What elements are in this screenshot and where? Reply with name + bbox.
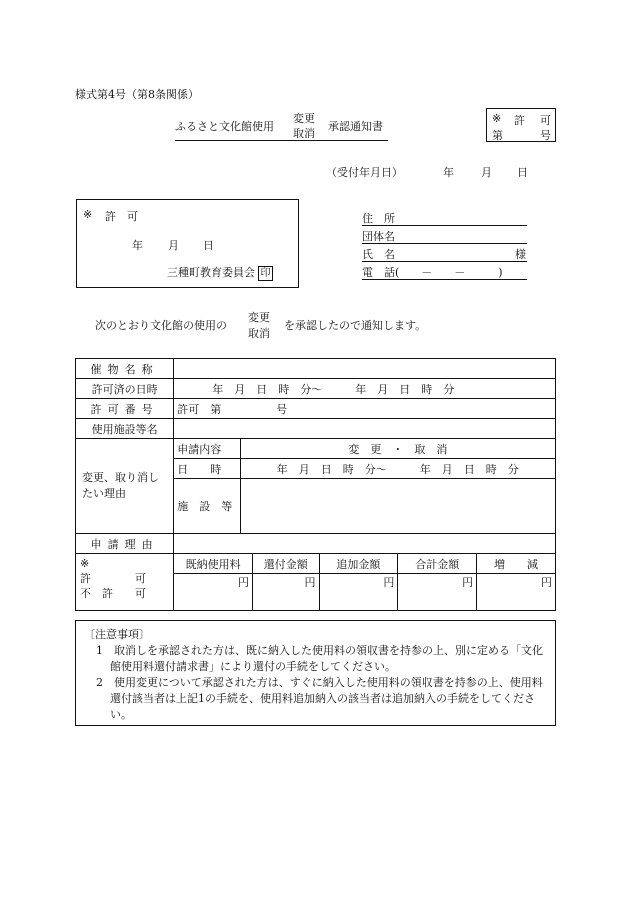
permit-box-year: 年 bbox=[132, 239, 143, 252]
fee-refund-yen: 円 bbox=[253, 574, 320, 611]
applicant-group-label: 団体名 bbox=[362, 230, 395, 243]
application-value: 変 更 ・ 取 消 bbox=[240, 439, 555, 459]
number-label-a: 第 bbox=[492, 129, 503, 142]
received-year: 年 bbox=[443, 166, 454, 179]
permit-box-issuer bbox=[167, 264, 273, 281]
applicant-honorific: 様 bbox=[515, 248, 526, 261]
application-table bbox=[75, 358, 556, 611]
seal-mark: 印 bbox=[258, 266, 273, 281]
permit-box-month: 月 bbox=[168, 239, 179, 252]
permit-number-box bbox=[486, 108, 556, 142]
permitted-datetime-value: 年 月 日 時 分～ 年 月 日 時 分 bbox=[174, 379, 556, 399]
notice-cancel: 取消 bbox=[248, 327, 270, 340]
name-line bbox=[362, 261, 527, 262]
notice-change: 変更 bbox=[248, 311, 270, 324]
fee-header-additional: 追加金額 bbox=[319, 554, 398, 574]
application-reason-label: 申請理由 bbox=[76, 534, 174, 554]
form-label: 様式第4号（第8条関係） bbox=[75, 88, 199, 101]
permit-number-label: 許可番号 bbox=[76, 399, 174, 419]
fee-header-diff: 増 減 bbox=[477, 554, 556, 574]
applicant-name-label: 氏 名 bbox=[362, 248, 395, 261]
note-item-2: 2 使用変更について承認された方は、すぐに納入した使用料の領収書を持参の上、使用料還付該当者は上記1の手続を、使用料追加納入の該当者は追加納入の手続をしてください。 bbox=[96, 676, 543, 721]
decision-cell bbox=[76, 554, 174, 611]
row-permitted-datetime bbox=[76, 379, 556, 399]
notes-heading: 〔注意事項〕 bbox=[84, 628, 150, 641]
event-name-value bbox=[174, 359, 556, 379]
application-reason-value bbox=[174, 534, 556, 554]
notice-after: を承認したので通知します。 bbox=[284, 319, 427, 332]
permit-box bbox=[76, 199, 299, 288]
facilities-value bbox=[240, 479, 555, 534]
notes-box bbox=[75, 620, 556, 726]
fee-diff-yen: 円 bbox=[477, 574, 556, 611]
fee-header-refund: 還付金額 bbox=[253, 554, 320, 574]
decision-not-permit: 不 許 可 bbox=[80, 587, 146, 600]
permit-box-title: 許 可 bbox=[105, 210, 138, 223]
permit-box-mark: ※ bbox=[83, 208, 93, 221]
fee-additional-yen: 円 bbox=[319, 574, 398, 611]
fee-header-total: 合計金額 bbox=[398, 554, 477, 574]
applicant-address-label: 住 所 bbox=[362, 212, 395, 225]
note-item-1: 1 取消しを承認された方は、既に納入した使用料の領収書を持参の上、別に定める「文化館使用料還付請求書」により還付の手続をしてください。 bbox=[96, 644, 543, 673]
title-underline bbox=[175, 140, 388, 141]
row-event-name bbox=[76, 359, 556, 379]
received-day: 日 bbox=[517, 166, 528, 179]
fee-header-paid: 既納使用料 bbox=[174, 554, 253, 574]
permit-box-day: 日 bbox=[203, 239, 214, 252]
row-permit-number bbox=[76, 399, 556, 419]
facilities-label: 施 設 等 bbox=[174, 479, 241, 534]
facility-label: 使用施設等名 bbox=[76, 419, 174, 439]
fee-total-yen: 円 bbox=[398, 574, 477, 611]
decision-mark: ※ bbox=[80, 557, 90, 570]
datetime-value: 年 月 日 時 分～ 年 月 日 時 分 bbox=[240, 459, 555, 479]
application-label: 申請内容 bbox=[174, 439, 241, 459]
decision-permit: 許 可 bbox=[80, 572, 146, 585]
title-cancel: 取消 bbox=[293, 127, 315, 140]
received-month: 月 bbox=[481, 166, 492, 179]
facility-value bbox=[174, 419, 556, 439]
title-change: 変更 bbox=[293, 112, 315, 125]
group-line bbox=[362, 243, 527, 244]
row-application-content bbox=[76, 439, 556, 459]
title-suffix: 承認通知書 bbox=[328, 120, 383, 133]
event-name-label: 催物名称 bbox=[76, 359, 174, 379]
permit-number-value: 許可 第 号 bbox=[174, 399, 556, 419]
permitted-datetime-label: 許可済の日時 bbox=[76, 379, 174, 399]
applicant-phone: 電 話( － － ) bbox=[362, 266, 503, 279]
reason-label: 変更、取り消したい理由 bbox=[76, 439, 174, 534]
row-facility bbox=[76, 419, 556, 439]
number-label-b: 号 bbox=[540, 129, 551, 142]
row-application-reason bbox=[76, 534, 556, 554]
permit-mark: ※ bbox=[492, 112, 502, 125]
row-fee-headers bbox=[76, 554, 556, 574]
received-date-label: （受付年月日） bbox=[326, 166, 403, 179]
notice-before: 次のとおり文化館の使用の bbox=[95, 319, 227, 332]
datetime-label: 日 時 bbox=[174, 459, 241, 479]
fee-paid-yen: 円 bbox=[174, 574, 253, 611]
title-prefix: ふるさと文化館使用 bbox=[175, 120, 274, 133]
permit-label-b: 可 bbox=[540, 114, 551, 127]
permit-label-a: 許 bbox=[514, 114, 525, 127]
address-line bbox=[362, 225, 527, 226]
phone-line bbox=[362, 279, 527, 280]
issuer-name: 三種町教育委員会 bbox=[167, 266, 255, 279]
